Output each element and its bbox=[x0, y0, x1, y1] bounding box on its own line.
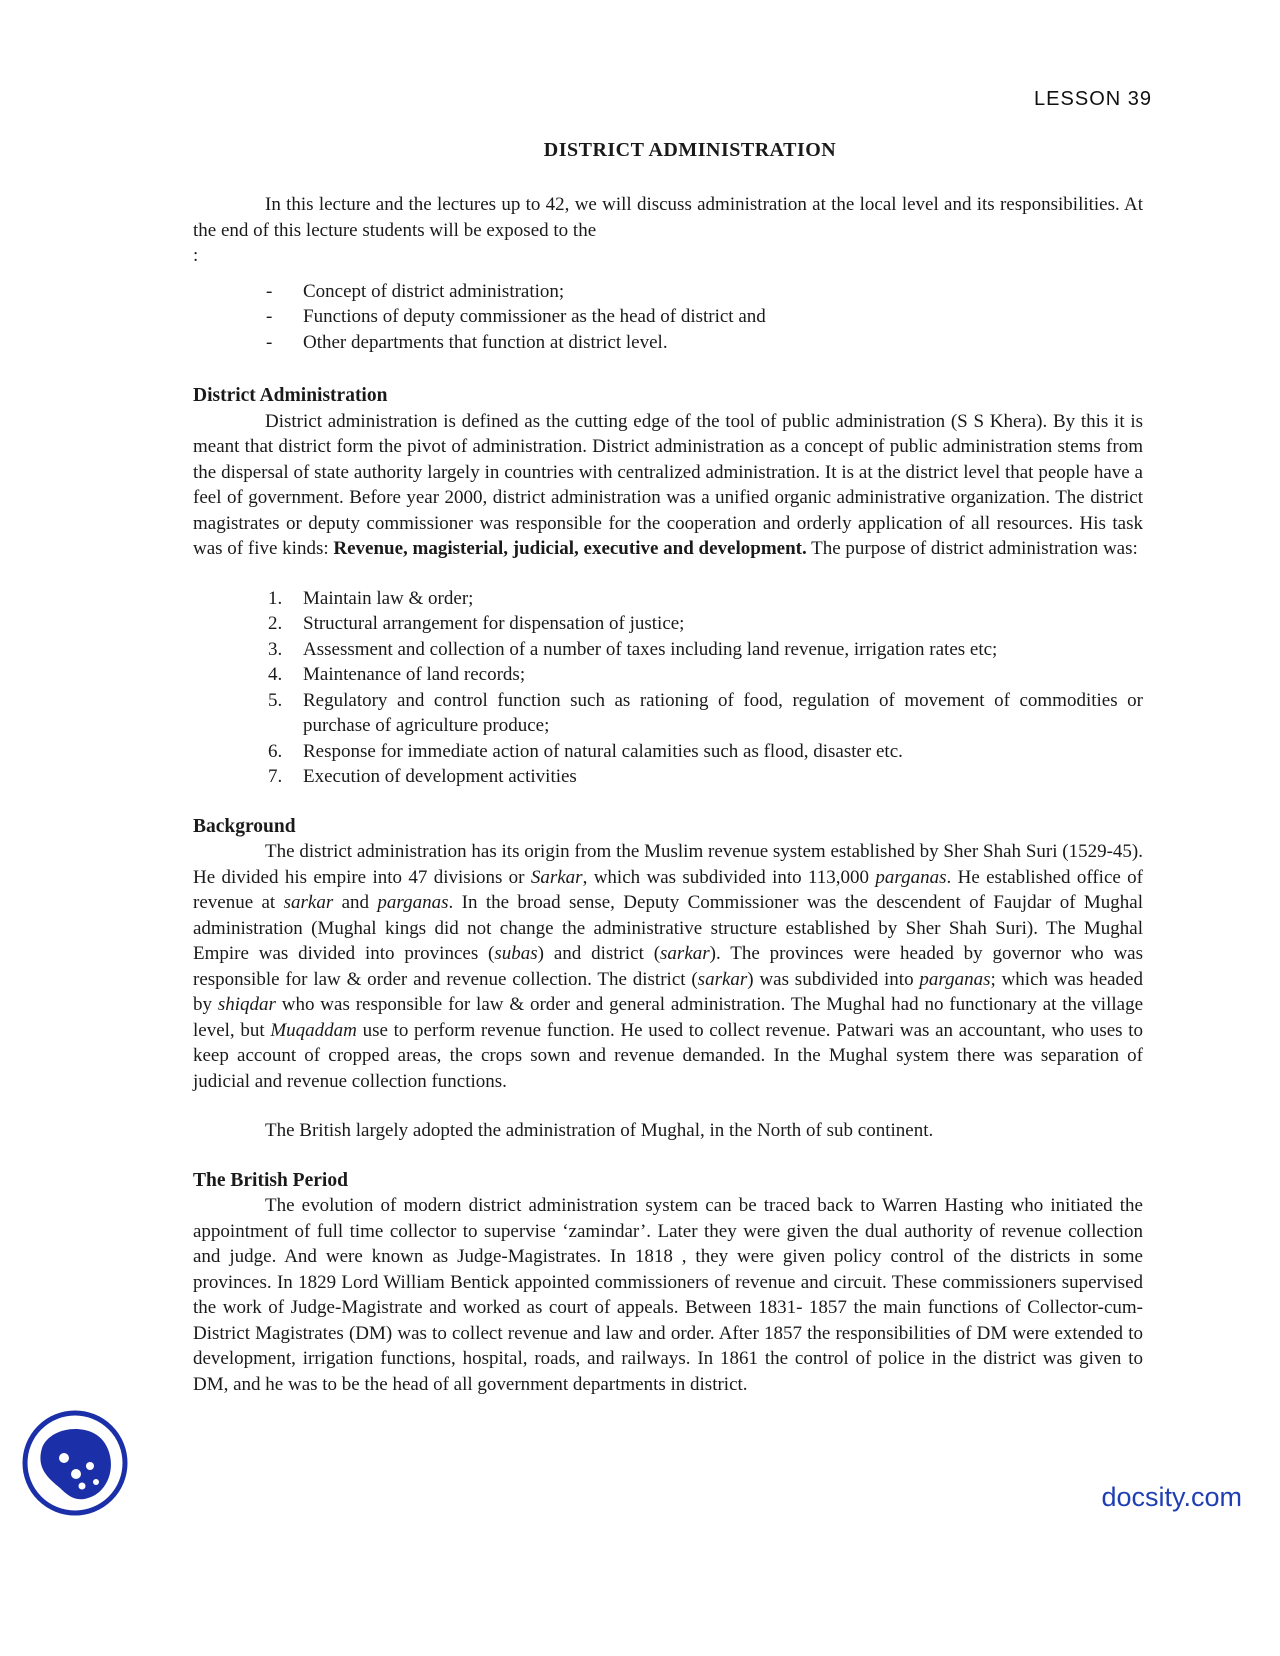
district-admin-paragraph: District administration is defined as the cutting edge of the tool of public administration (S S Khera). By this it is meant that district form the pivot of administration. District administration as a concept of public administration stems from the dispersal of state authority largely in countries with centralized administration. It is at the district level that people have a feel of government. Before year 2000, district administration was a unified organic administrative organization. The district magistrates or deputy commissioner was responsible for the cooperation and orderly application of all resources. His task was of five kinds: Revenue, magisterial, judicial, executive and development. The purpose of district administration was: bbox=[193, 410, 1143, 559]
page-title: DISTRICT ADMINISTRATION bbox=[543, 139, 837, 161]
list-item: - Functions of deputy commissioner as the head of district and bbox=[193, 304, 1143, 330]
list-item: 5. Regulatory and control function such as rationing of food, regulation of movement of commodities or purchase of agriculture produce; bbox=[268, 689, 1143, 736]
list-item: 4. Maintenance of land records; bbox=[268, 664, 526, 685]
list-item: 6. Response for immediate action of natural calamities such as flood, disaster etc. bbox=[268, 740, 903, 762]
british-adoption-paragraph: The British largely adopted the administration of Mughal, in the North of sub continent. bbox=[265, 1120, 934, 1141]
intro-colon: : bbox=[193, 245, 199, 266]
list-item: 1. Maintain law & order; bbox=[268, 587, 474, 609]
document-body bbox=[193, 192, 1143, 1397]
docsity-brand-link[interactable]: docsity.com bbox=[1101, 1482, 1242, 1512]
purposes-list bbox=[193, 586, 1143, 790]
lesson-label: LESSON 39 bbox=[1034, 88, 1152, 110]
background-paragraph: The district administration has its origin from the Muslim revenue system established by Sher Shah Suri (1529-45). He divided his empire into 47 divisions or Sarkar, which was subdivided into 113,000 parganas. He established office of revenue at sarkar and parganas. In the broad sense, Deputy Commissioner was the descendent of Faujdar of Mughal administration (Mughal kings did not change the administrative structure established by Sher Shah Suri). The Mughal Empire was divided into provinces (subas) and district (sarkar). The provinces were headed by governor who was responsible for law & order and revenue collection. The district (sarkar) was subdivided into parganas; which was headed by shiqdar who was responsible for law & order and general administration. The Mughal had no functionary at the village level, but Muqaddam use to perform revenue function. He used to collect revenue. Patwari was an accountant, who uses to keep account of cropped areas, the crops sown and revenue demanded. In the Mughal system there was separation of judicial and revenue collection functions. bbox=[193, 841, 1144, 1092]
objectives-list bbox=[193, 279, 1143, 356]
list-item: - Other departments that function at district level. bbox=[193, 330, 1143, 356]
dash-bullet: - bbox=[266, 331, 273, 353]
list-item: - Concept of district administration; bbox=[193, 279, 1143, 305]
dash-bullet: - bbox=[266, 280, 273, 302]
list-item: 7. Execution of development activities bbox=[268, 766, 577, 787]
task-kinds-bold: Revenue, magisterial, judicial, executive and development. bbox=[333, 538, 807, 559]
section-heading-background: Background bbox=[193, 815, 296, 837]
british-period-paragraph: The evolution of modern district administration system can be traced back to Warren Hasting who initiated the appointment of full time collector to supervise ‘zamindar’. Later they were given the dual authority of revenue collection and judge. And were known as Judge-Magistrates. In 1818 , they were given policy control of the districts in some provinces. In 1829 Lord William Bentick appointed commissioners of revenue and circuit. These commissioners supervised the work of Judge-Magistrate and worked as court of appeals. Between 1831- 1857 the main functions of Collector-cum-District Magistrates (DM) was to collect revenue and law and order. After 1857 the responsibilities of DM were extended to development, irrigation functions, hospital, roads, and railways. In 1861 the control of police in the district was given to DM, and he was to be the head of all government departments in district. bbox=[193, 1195, 1143, 1395]
docsity-logo-icon[interactable] bbox=[20, 1408, 130, 1518]
list-item: 2. Structural arrangement for dispensation of justice; bbox=[268, 613, 685, 634]
dash-bullet: - bbox=[266, 306, 273, 327]
list-item: 3. Assessment and collection of a number of taxes including land revenue, irrigation rates etc; bbox=[268, 638, 998, 660]
intro-paragraph: In this lecture and the lectures up to 42, we will discuss administration at the local level and its responsibilities. At the end of this lecture students will be exposed to the bbox=[193, 194, 1143, 241]
section-heading-british-period: The British Period bbox=[193, 1169, 348, 1191]
section-heading-district-administration: District Administration bbox=[193, 385, 388, 406]
